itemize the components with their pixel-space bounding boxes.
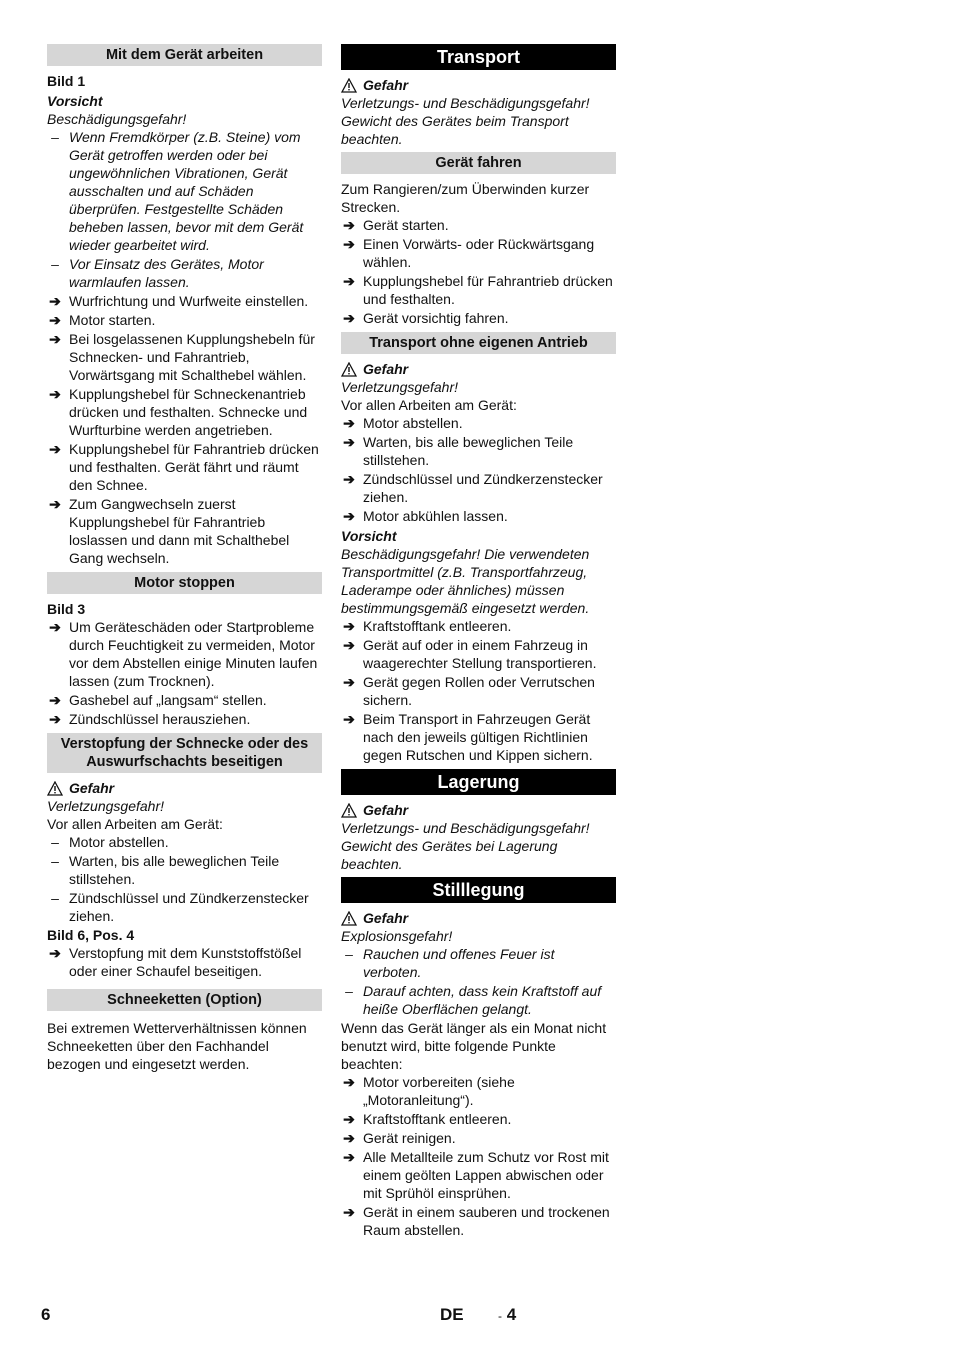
danger-label: Gefahr <box>341 801 616 819</box>
list-item: – Wenn Fremdkörper (z.B. Steine) vom Gerät getroffen werden oder bei ungewöhnlichen Vibrationen, Gerät ausschalten und auf Schäden überprüfen. Festgestellte Schäden beheben lassen, bevor mit dem Gerät wieder gearbeitet wird. <box>47 128 322 254</box>
step-item: ➔ Kraftstofftank entleeren. <box>341 1110 616 1128</box>
arrow-icon: ➔ <box>49 331 61 347</box>
step-item: ➔ Bei losgelassenen Kupplungshebeln für Schnecken- und Fahrantrieb, Vorwärtsgang mit Schalthebel wählen. <box>47 330 322 384</box>
arrow-icon: ➔ <box>343 471 355 487</box>
step-item: ➔ Zündschlüssel herausziehen. <box>47 710 322 728</box>
step-item: ➔ Kupplungshebel für Fahrantrieb drücken und festhalten. Gerät fährt und räumt den Schnee. <box>47 440 322 494</box>
arrow-icon: ➔ <box>343 310 355 326</box>
dash-marker: – <box>51 890 59 906</box>
arrow-icon: ➔ <box>49 945 61 961</box>
warning-triangle-icon <box>341 78 357 93</box>
dash-marker: – <box>51 129 59 145</box>
list-item: – Rauchen und offenes Feuer ist verboten. <box>341 945 616 981</box>
dash-marker: – <box>345 946 353 962</box>
arrow-icon: ➔ <box>49 711 61 727</box>
arrow-icon: ➔ <box>49 496 61 512</box>
figure-reference: Bild 3 <box>47 601 86 617</box>
dash-marker: – <box>51 834 59 850</box>
warning-triangle-icon <box>341 911 357 926</box>
intro-text: Zum Rangieren/zum Überwinden kurzer Strecken. <box>341 181 590 215</box>
arrow-icon: ➔ <box>49 692 61 708</box>
list-item: – Motor abstellen. <box>47 833 322 851</box>
arrow-icon: ➔ <box>343 711 355 727</box>
figure-reference: Bild 6, Pos. 4 <box>47 927 135 943</box>
arrow-icon: ➔ <box>343 1130 355 1146</box>
danger-label: Gefahr <box>341 909 616 927</box>
step-item: ➔ Motor vorbereiten (siehe „Motoranleitung“). <box>341 1073 616 1109</box>
page-number: 6 <box>41 1305 51 1324</box>
arrow-icon: ➔ <box>343 1149 355 1165</box>
section-heading: Motor stoppen <box>47 572 322 594</box>
chapter-heading: Stilllegung <box>341 877 616 903</box>
step-item: ➔ Gerät reinigen. <box>341 1129 616 1147</box>
arrow-icon: ➔ <box>343 217 355 233</box>
section-heading: Schneeketten (Option) <box>47 989 322 1011</box>
dash-marker: – <box>345 983 353 999</box>
chapter-heading: Transport <box>341 44 616 70</box>
step-item: ➔ Gerät vorsichtig fahren. <box>341 309 616 327</box>
separator-dash: - <box>498 1309 502 1323</box>
arrow-icon: ➔ <box>343 236 355 252</box>
arrow-icon: ➔ <box>49 619 61 635</box>
danger-text: Verletzungsgefahr! <box>47 798 164 814</box>
step-item: ➔ Wurfrichtung und Wurfweite einstellen. <box>47 292 322 310</box>
step-item: ➔ Zündschlüssel und Zündkerzenstecker ziehen. <box>341 470 616 506</box>
danger-label: Gefahr <box>47 779 322 797</box>
arrow-icon: ➔ <box>49 293 61 309</box>
intro-text: Vor allen Arbeiten am Gerät: <box>47 816 223 832</box>
arrow-icon: ➔ <box>343 1204 355 1220</box>
arrow-icon: ➔ <box>343 415 355 431</box>
step-item: ➔ Gerät in einem sauberen und trockenen Raum abstellen. <box>341 1203 616 1239</box>
warning-triangle-icon <box>47 781 63 796</box>
step-item: ➔ Kupplungshebel für Fahrantrieb drücken und festhalten. <box>341 272 616 308</box>
dash-list <box>341 945 616 1018</box>
step-item: ➔ Motor abstellen. <box>341 414 616 432</box>
danger-text: Explosionsgefahr! <box>341 928 453 944</box>
step-list <box>47 618 322 728</box>
list-item: – Darauf achten, dass kein Kraftstoff auf heiße Oberflächen gelangt. <box>341 982 616 1018</box>
caution-text: Beschädigungsgefahr! <box>47 111 187 127</box>
chapter-heading: Lagerung <box>341 769 616 795</box>
step-list <box>341 216 616 327</box>
danger-label: Gefahr <box>341 76 616 94</box>
step-item: ➔ Gerät auf oder in einem Fahrzeug in waagerechter Stellung transportieren. <box>341 636 616 672</box>
step-item: ➔ Gerät starten. <box>341 216 616 234</box>
arrow-icon: ➔ <box>343 1074 355 1090</box>
arrow-icon: ➔ <box>49 441 61 457</box>
arrow-icon: ➔ <box>49 386 61 402</box>
left-column <box>47 44 322 1073</box>
danger-text: Verletzungs- und Beschädigungsgefahr! Gewicht des Gerätes bei Lagerung beachten. <box>341 820 590 872</box>
section-heading: Verstopfung der Schnecke oder des Auswurfschachts beseitigen <box>47 733 322 773</box>
intro-text: Vor allen Arbeiten am Gerät: <box>341 397 517 413</box>
list-item: – Zündschlüssel und Zündkerzenstecker ziehen. <box>47 889 322 925</box>
section-heading: Gerät fahren <box>341 152 616 174</box>
caution-text: Beschädigungsgefahr! Die verwendeten Transportmittel (z.B. Transportfahrzeug, Laderampe oder ähnliches) müssen bestimmungsgemäß eingesetzt werden. <box>341 546 590 616</box>
danger-label: Gefahr <box>341 360 616 378</box>
step-item: ➔ Alle Metallteile zum Schutz vor Rost mit einem geölten Lappen abwischen oder mit Sprühöl einsprühen. <box>341 1148 616 1202</box>
step-item: ➔ Um Geräteschäden oder Startprobleme durch Feuchtigkeit zu vermeiden, Motor vor dem Abstellen einige Minuten laufen lassen (zum Trocknen). <box>47 618 322 690</box>
arrow-icon: ➔ <box>343 1111 355 1127</box>
step-item: ➔ Warten, bis alle beweglichen Teile stillstehen. <box>341 433 616 469</box>
step-item: ➔ Zum Gangwechseln zuerst Kupplungshebel für Fahrantrieb loslassen und dann mit Schalthebel Gang wechseln. <box>47 495 322 567</box>
section-heading: Mit dem Gerät arbeiten <box>47 44 322 66</box>
language-code: DE <box>440 1305 464 1324</box>
step-item: ➔ Verstopfung mit dem Kunststoffstößel oder einer Schaufel beseitigen. <box>47 944 322 980</box>
section-page-number <box>498 1306 516 1325</box>
step-list <box>341 1073 616 1239</box>
step-item: ➔ Kraftstofftank entleeren. <box>341 617 616 635</box>
arrow-icon: ➔ <box>343 674 355 690</box>
dash-marker: – <box>51 853 59 869</box>
arrow-icon: ➔ <box>49 312 61 328</box>
step-item: ➔ Motor abkühlen lassen. <box>341 507 616 525</box>
step-item: ➔ Beim Transport in Fahrzeugen Gerät nach den jeweils gültigen Richtlinien gegen Rutschen und Kippen sichern. <box>341 710 616 764</box>
step-list <box>341 617 616 764</box>
caution-label: Vorsicht <box>47 93 103 109</box>
sub-page-number: 4 <box>506 1305 517 1324</box>
body-text: Bei extremen Wetterverhältnissen können Schneeketten über den Fachhandel bezogen und eingesetzt werden. <box>47 1020 307 1072</box>
step-list <box>47 292 322 567</box>
warning-triangle-icon <box>341 803 357 818</box>
step-item: ➔ Gerät gegen Rollen oder Verrutschen sichern. <box>341 673 616 709</box>
step-item: ➔ Kupplungshebel für Schneckenantrieb drücken und festhalten. Schnecke und Wurfturbine werden angetrieben. <box>47 385 322 439</box>
danger-text: Verletzungsgefahr! <box>341 379 458 395</box>
step-item: ➔ Gashebel auf „langsam“ stellen. <box>47 691 322 709</box>
dash-marker: – <box>51 256 59 272</box>
figure-reference: Bild 1 <box>47 73 86 89</box>
step-list <box>341 414 616 525</box>
arrow-icon: ➔ <box>343 434 355 450</box>
list-item: – Warten, bis alle beweglichen Teile stillstehen. <box>47 852 322 888</box>
danger-text: Verletzungs- und Beschädigungsgefahr! Gewicht des Gerätes beim Transport beachten. <box>341 95 590 147</box>
warning-triangle-icon <box>341 362 357 377</box>
dash-list <box>47 833 322 925</box>
step-item: ➔ Einen Vorwärts- oder Rückwärtsgang wählen. <box>341 235 616 271</box>
intro-text: Wenn das Gerät länger als ein Monat nicht benutzt wird, bitte folgende Punkte beachten: <box>341 1020 607 1072</box>
step-list <box>47 944 322 980</box>
caution-label: Vorsicht <box>341 528 397 544</box>
arrow-icon: ➔ <box>343 273 355 289</box>
step-item: ➔ Motor starten. <box>47 311 322 329</box>
right-column <box>341 44 616 1240</box>
arrow-icon: ➔ <box>343 508 355 524</box>
list-item: – Vor Einsatz des Gerätes, Motor warmlaufen lassen. <box>47 255 322 291</box>
section-heading: Transport ohne eigenen Antrieb <box>341 332 616 354</box>
caution-list <box>47 128 322 291</box>
arrow-icon: ➔ <box>343 618 355 634</box>
arrow-icon: ➔ <box>343 637 355 653</box>
